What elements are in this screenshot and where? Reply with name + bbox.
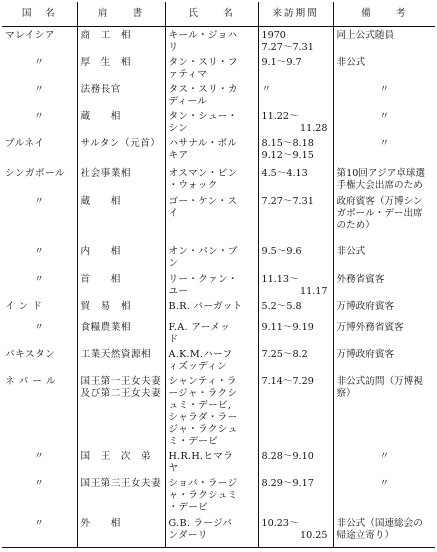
- period-cell: [258, 319, 333, 346]
- remark-line: 万博政府賓客: [336, 349, 395, 360]
- remark-cell: [333, 193, 435, 243]
- visits-table: [2, 2, 435, 548]
- header-period: 来訪期間: [258, 2, 333, 27]
- name-cell: [165, 243, 258, 271]
- period-cell: [258, 135, 333, 165]
- remark-line: 〃: [379, 111, 390, 122]
- country-cell: ネ パ ー ル: [5, 376, 57, 387]
- remark-cell: [333, 298, 435, 319]
- period-line: 8.29～9.17: [261, 478, 314, 489]
- period-cell: [258, 448, 333, 475]
- remark-line: 非公式: [336, 246, 366, 257]
- remark-line: 手権大会出席のため: [336, 180, 423, 191]
- name-cell: [165, 165, 258, 193]
- name-line: ミ・デービ: [168, 436, 218, 447]
- name-cell: [165, 81, 258, 108]
- title-cell: 厚 生 相: [77, 54, 165, 81]
- period-cell: [258, 165, 333, 193]
- period-line: 1970: [261, 30, 286, 41]
- header-name: 氏 名: [165, 2, 258, 27]
- remark-cell: [333, 243, 435, 271]
- name-line: A.K.M.ハーフ: [168, 349, 233, 360]
- period-cell: [258, 193, 333, 243]
- table-row: [2, 319, 435, 346]
- title-cell: サルタン（元首）: [77, 135, 165, 165]
- period-end: 11.28: [300, 123, 328, 134]
- name-cell: [165, 319, 258, 346]
- remark-cell: [333, 54, 435, 81]
- period-line: 4.5～4.13: [261, 168, 308, 179]
- period-line: 9.12～9.15: [261, 150, 314, 161]
- country-cell: 〃: [2, 515, 77, 547]
- remark-line: 非公式訪問（万博視: [336, 376, 423, 387]
- remark-line: 第10回アジア卓球選: [336, 168, 426, 179]
- country-cell: ブルネイ: [5, 138, 45, 149]
- title-cell: 法務長官: [77, 81, 165, 108]
- country-cell: 〃: [34, 451, 45, 462]
- name-line: ィズッディン: [168, 361, 227, 372]
- title-cell: 首 相: [77, 271, 165, 298]
- name-line: ジャ・ラクシュ: [168, 424, 238, 435]
- name-line: タン・スリ・フ: [168, 57, 238, 68]
- name-line: ショバ・ラージ: [168, 478, 238, 489]
- table-row: [2, 54, 435, 81]
- table-row: [2, 271, 435, 298]
- title-cell: 社会事業相: [77, 165, 165, 193]
- name-cell: [165, 135, 258, 165]
- name-cell: [165, 298, 258, 319]
- name-cell: [165, 193, 258, 243]
- remark-line: 政府賓客（万博シン: [336, 196, 423, 207]
- country-cell: マレイシア: [5, 30, 55, 41]
- period-end: 11.17: [300, 286, 328, 297]
- name-line: ゴー・ケン・ス: [168, 196, 238, 207]
- country-cell: 〃: [34, 84, 45, 95]
- table-row: [2, 346, 435, 373]
- name-line: イ: [168, 208, 179, 219]
- remark-line: 〃: [379, 84, 390, 95]
- period-cell: [258, 515, 333, 547]
- name-line: ・ウォック: [168, 180, 218, 191]
- remark-line: 帰途立寄り）: [336, 530, 395, 541]
- period-line: 8.28～9.10: [261, 451, 314, 462]
- title-cell: 商 工 相: [77, 27, 165, 55]
- name-line: ヤ: [168, 463, 179, 474]
- remark-line: 外務省賓客: [336, 274, 385, 285]
- remark-cell: [333, 515, 435, 547]
- table-row: [2, 298, 435, 319]
- name-cell: [165, 27, 258, 55]
- table-row: [2, 448, 435, 475]
- remark-cell: [333, 135, 435, 165]
- table-row: [2, 475, 435, 515]
- period-line: 11.22～: [261, 111, 299, 122]
- name-line: キール・ジョハ: [168, 30, 238, 41]
- name-line: ンダーリ: [168, 530, 208, 541]
- remark-line: 非公式: [336, 57, 366, 68]
- name-line: ュミ・デービ,: [168, 400, 232, 411]
- period-line: 〃: [261, 84, 272, 95]
- name-line: リー・クァン・: [168, 274, 238, 285]
- title-cell: 蔵 相: [77, 108, 165, 135]
- title-cell: 食糧農業相: [77, 319, 165, 346]
- table-row: [2, 165, 435, 193]
- country-cell: 〃: [34, 111, 45, 122]
- name-line: タス・スリ・カ: [168, 84, 238, 95]
- name-line: ユー: [168, 286, 189, 297]
- title-cell: 外 相: [77, 515, 165, 547]
- period-line: 9.5～9.6: [261, 246, 302, 257]
- country-cell: 〃: [34, 57, 45, 68]
- period-line: 8.15～8.18: [261, 138, 314, 149]
- period-line: 7.14～7.29: [261, 376, 314, 387]
- remark-cell: [333, 346, 435, 373]
- remark-cell: [333, 27, 435, 55]
- remark-cell: [333, 165, 435, 193]
- header-title: 肩 書: [77, 2, 165, 27]
- name-line: H.R.H.ヒマラ: [168, 451, 234, 462]
- table-row: [2, 243, 435, 271]
- table-row: [2, 515, 435, 547]
- table-row: [2, 373, 435, 448]
- period-cell: [258, 373, 333, 448]
- header-country: 国 名: [2, 2, 77, 27]
- title-cell: 国王第一王女夫妻及び第二王女夫妻: [77, 373, 165, 448]
- remark-cell: [333, 475, 435, 515]
- country-cell: 〃: [34, 322, 45, 333]
- name-cell: [165, 373, 258, 448]
- country-cell: 〃: [34, 274, 45, 285]
- name-line: リ: [168, 42, 179, 53]
- name-cell: [165, 54, 258, 81]
- table-row: [2, 193, 435, 243]
- name-line: B.R. バーガット: [168, 301, 243, 312]
- header-remarks: 備 考: [333, 2, 435, 27]
- period-cell: [258, 298, 333, 319]
- country-cell: イ ン ド: [5, 301, 43, 312]
- country-cell: 〃: [34, 478, 45, 489]
- remark-line: 同上公式随員: [336, 30, 395, 41]
- remark-line: 〃: [379, 138, 390, 149]
- name-line: F.A. アーメッ: [168, 322, 231, 333]
- name-line: オン・パン・ブ: [168, 246, 238, 257]
- name-line: タン・シュー・: [168, 111, 238, 122]
- remark-line: 〃: [379, 478, 390, 489]
- country-cell: 〃: [34, 196, 45, 207]
- remark-cell: [333, 448, 435, 475]
- name-cell: [165, 515, 258, 547]
- period-line: 10.23～: [261, 518, 299, 529]
- remark-cell: [333, 373, 435, 448]
- name-line: キア: [168, 150, 189, 161]
- remark-line: 万博外務省賓客: [336, 322, 404, 333]
- name-cell: [165, 108, 258, 135]
- remark-cell: [333, 319, 435, 346]
- name-line: シャンティ・ラ: [168, 376, 237, 387]
- title-cell: 内 相: [77, 243, 165, 271]
- period-cell: [258, 108, 333, 135]
- remark-line: のため）: [336, 220, 375, 231]
- remark-line: ガポール・デー出席: [336, 208, 423, 219]
- table-row: [2, 81, 435, 108]
- name-line: ディール: [168, 96, 208, 107]
- country-cell: 〃: [34, 246, 45, 257]
- period-line: 9.11～9.19: [261, 322, 314, 333]
- name-line: オスマン・ビン: [168, 168, 238, 179]
- period-cell: [258, 346, 333, 373]
- remark-cell: [333, 108, 435, 135]
- name-line: ージャ・ラクシ: [168, 388, 238, 399]
- period-line: 9.1～9.7: [261, 57, 302, 68]
- remark-line: 〃: [379, 451, 390, 462]
- period-cell: [258, 54, 333, 81]
- country-cell: シンガポール: [5, 168, 66, 179]
- period-line: 11.13～: [261, 274, 299, 285]
- period-cell: [258, 27, 333, 55]
- name-cell: [165, 346, 258, 373]
- table-row: [2, 108, 435, 135]
- title-cell: 工業天然資源相: [77, 346, 165, 373]
- title-cell: 貿 易 相: [77, 298, 165, 319]
- name-line: シャラダ・ラー: [168, 412, 238, 423]
- name-cell: [165, 271, 258, 298]
- period-cell: [258, 271, 333, 298]
- name-line: G.B. ラージバ: [168, 518, 233, 529]
- remark-cell: [333, 271, 435, 298]
- name-line: ド: [168, 334, 179, 345]
- name-line: ン: [168, 258, 179, 269]
- name-cell: [165, 475, 258, 515]
- period-line: 7.27～7.31: [261, 196, 314, 207]
- name-line: ハサナル・ボル: [168, 138, 238, 149]
- table-row: [2, 135, 435, 165]
- name-line: ・デービ: [168, 502, 209, 513]
- table-body: [2, 27, 435, 548]
- country-cell: パキスタン: [5, 349, 56, 360]
- period-cell: [258, 475, 333, 515]
- remark-line: 万博政府賓客: [336, 301, 395, 312]
- name-line: ァティマ: [168, 69, 208, 80]
- title-cell: 国 王 次 弟: [77, 448, 165, 475]
- remark-line: 察）: [336, 388, 356, 399]
- remark-cell: [333, 81, 435, 108]
- name-line: ャ・ラクシュミ: [168, 490, 238, 501]
- header-row: [2, 2, 435, 27]
- period-cell: [258, 81, 333, 108]
- period-line: 7.27～7.31: [261, 42, 314, 53]
- name-cell: [165, 448, 258, 475]
- period-cell: [258, 243, 333, 271]
- title-cell: 蔵 相: [77, 193, 165, 243]
- period-end: 10.25: [300, 530, 328, 541]
- title-cell: 国王第三王女夫妻: [77, 475, 165, 515]
- period-line: 7.25～8.2: [261, 349, 308, 360]
- table-row: [2, 27, 435, 55]
- name-line: シン: [168, 123, 189, 134]
- remark-line: 非公式（国連総会の: [336, 518, 423, 529]
- period-line: 5.2～5.8: [261, 301, 302, 312]
